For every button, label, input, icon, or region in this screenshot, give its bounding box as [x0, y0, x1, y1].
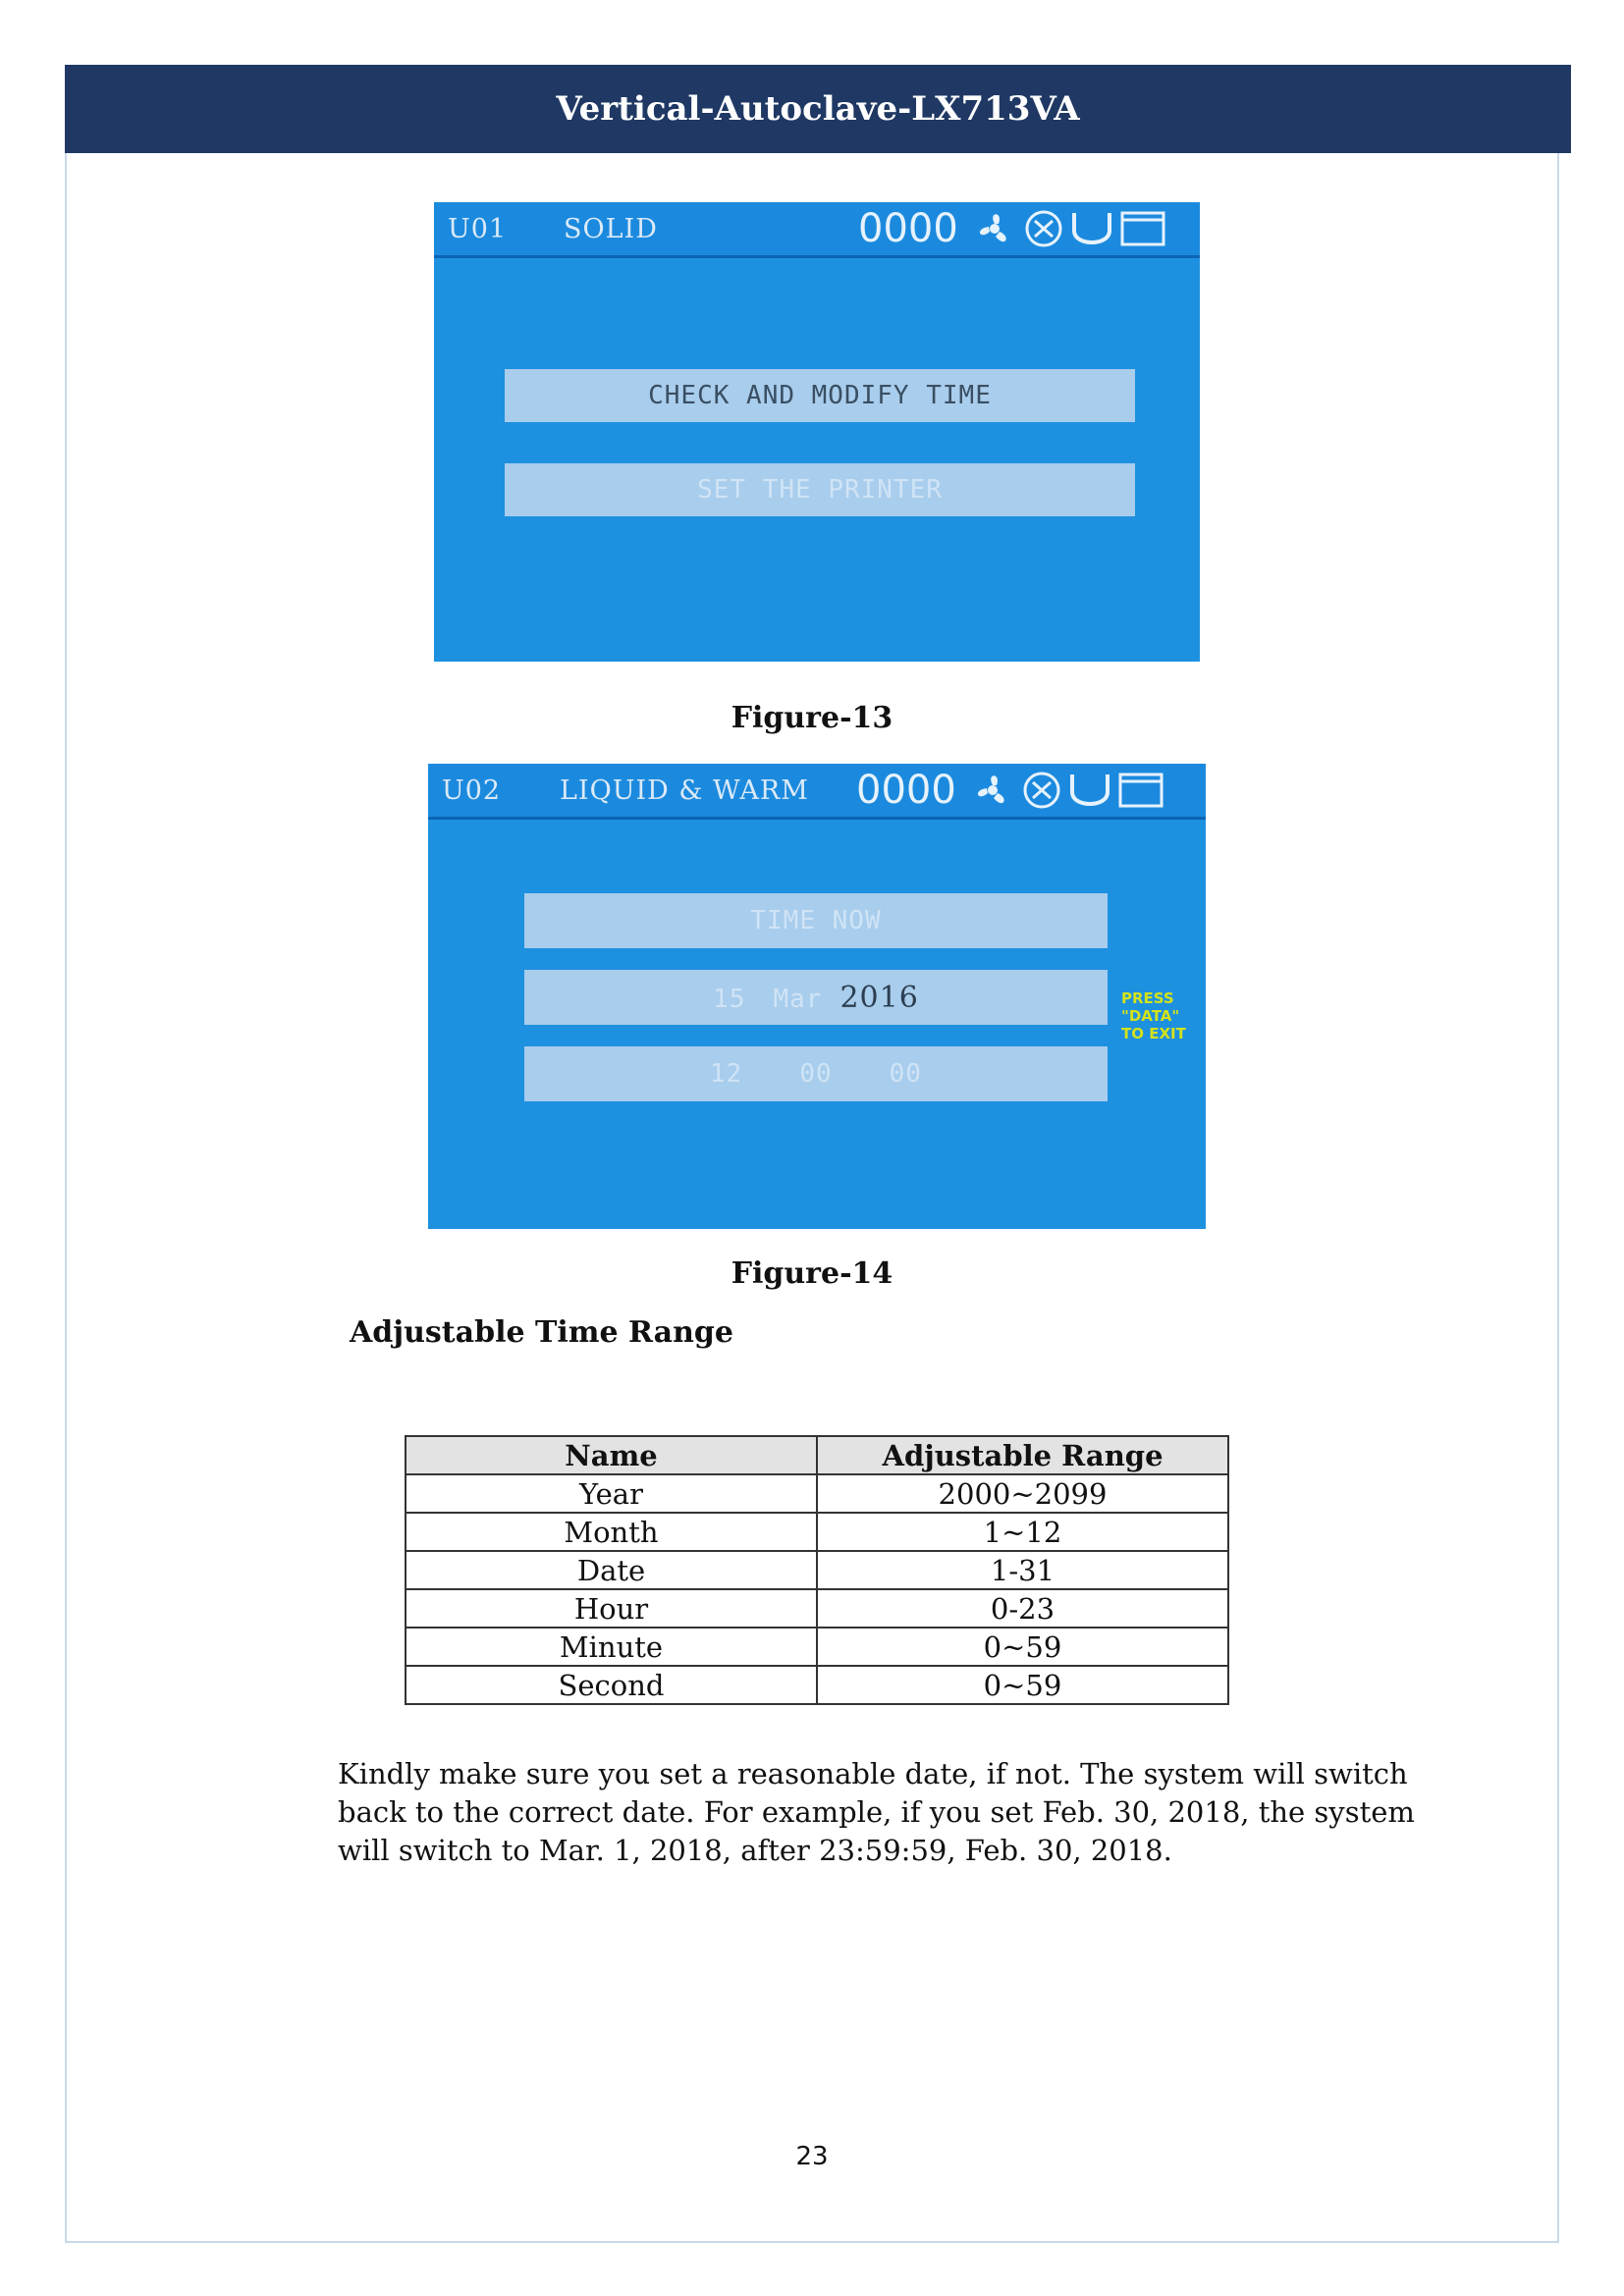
- table-cell-name: Minute: [406, 1628, 817, 1666]
- table-row: [406, 1589, 1228, 1628]
- table-header-row: [406, 1436, 1228, 1474]
- date-year[interactable]: 2016: [839, 980, 919, 1015]
- container-icon: [1068, 769, 1111, 812]
- filter-icon: [1021, 769, 1062, 812]
- table-cell-name: Month: [406, 1513, 817, 1551]
- window-icon: [1117, 769, 1164, 812]
- table-cell-range: 0~59: [817, 1628, 1228, 1666]
- menu-item-check-modify-time[interactable]: CHECK AND MODIFY TIME: [505, 369, 1135, 422]
- cycle-counter: 0000: [858, 206, 958, 251]
- fan-icon: [972, 207, 1017, 250]
- cycle-counter: 0000: [856, 768, 956, 813]
- time-field[interactable]: [524, 1046, 1108, 1101]
- status-bar: [434, 202, 1200, 258]
- figure-14-caption: Figure-14: [731, 1256, 893, 1291]
- table-row: [406, 1551, 1228, 1589]
- document-header: [65, 65, 1571, 153]
- lcd-screen-figure-13: [434, 202, 1200, 662]
- lcd-screen-figure-14: [428, 764, 1206, 1229]
- table-cell-range: 1~12: [817, 1513, 1228, 1551]
- figure-13-caption: Figure-13: [731, 701, 893, 735]
- fan-icon: [970, 769, 1015, 812]
- date-field[interactable]: [524, 970, 1108, 1025]
- table-row: [406, 1474, 1228, 1513]
- table-row: [406, 1628, 1228, 1666]
- table-cell-range: 0~59: [817, 1666, 1228, 1704]
- program-mode: LIQUID & WARM: [560, 775, 809, 806]
- table-cell-name: Hour: [406, 1589, 817, 1628]
- exit-hint: PRESS "DATA" TO EXIT: [1121, 989, 1186, 1042]
- window-icon: [1119, 207, 1166, 250]
- program-mode: SOLID: [564, 214, 658, 244]
- table-cell-range: 0-23: [817, 1589, 1228, 1628]
- adjustable-range-table: [405, 1435, 1229, 1705]
- date-day[interactable]: 15: [713, 984, 746, 1014]
- table-cell-name: Year: [406, 1474, 817, 1513]
- document-title: Vertical-Autoclave-LX713VA: [556, 89, 1080, 129]
- date-correction-note: Kindly make sure you set a reasonable date, if not. The system will switch back to the correct date. For example, if you set Feb. 30, 2018, the system will switch to Mar. 1, 2018, after 23:59:59, Feb. 30, 2018.: [338, 1757, 1415, 1867]
- status-bar: [428, 764, 1206, 820]
- column-header: Adjustable Range: [817, 1436, 1228, 1474]
- program-id: U02: [442, 775, 502, 806]
- table-cell-range: 1-31: [817, 1551, 1228, 1589]
- table-cell-name: Date: [406, 1551, 817, 1589]
- date-month[interactable]: Mar: [773, 984, 823, 1014]
- menu-item-set-printer[interactable]: SET THE PRINTER: [505, 463, 1135, 516]
- table-cell-name: Second: [406, 1666, 817, 1704]
- time-second[interactable]: 00: [889, 1059, 922, 1089]
- page-number: 23: [795, 2142, 829, 2171]
- time-minute[interactable]: 00: [799, 1059, 833, 1089]
- table-cell-range: 2000~2099: [817, 1474, 1228, 1513]
- program-id: U01: [448, 214, 508, 244]
- table-row: [406, 1666, 1228, 1704]
- time-hour[interactable]: 12: [710, 1059, 743, 1089]
- filter-icon: [1023, 207, 1064, 250]
- table-row: [406, 1513, 1228, 1551]
- section-heading: Adjustable Time Range: [350, 1315, 733, 1350]
- column-header: Name: [406, 1436, 817, 1474]
- container-icon: [1070, 207, 1113, 250]
- time-now-label: TIME NOW: [524, 893, 1108, 948]
